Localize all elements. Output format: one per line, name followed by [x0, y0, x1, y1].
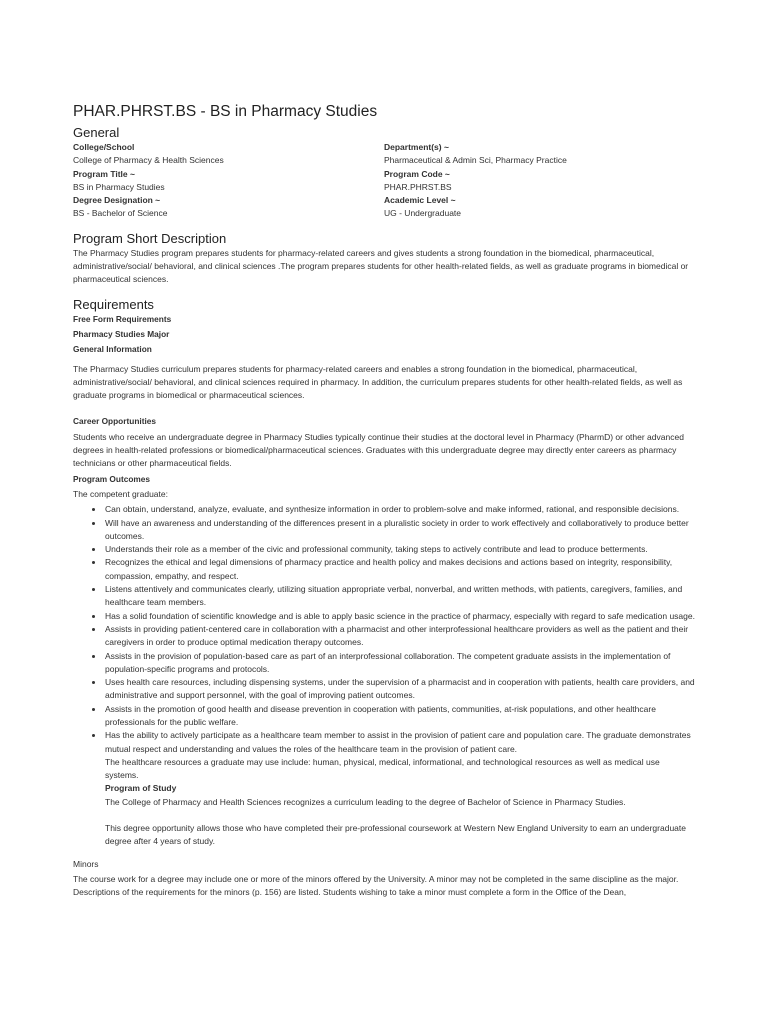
- general-information-heading: General Information: [73, 344, 152, 355]
- list-item: • Will have an awareness and understanding of the differences present in a pluralistic society in order to work effectively and collaboratively to produce better outcomes.: [104, 517, 695, 544]
- program-outcomes-list: [73, 503, 695, 848]
- program-of-study-text: The College of Pharmacy and Health Sciences recognizes a curriculum leading to the degree of Bachelor of Science in Pharmacy Studies.: [105, 796, 626, 807]
- last-outcome-text: • Has the ability to actively participate as a healthcare team member to assist in the provision of patient care and population care. The graduate demonstrates mutual respect and understanding and values the roles of the healthcare team in the provision of patient care.: [105, 730, 691, 754]
- page-title: PHAR.PHRST.BS - BS in Pharmacy Studies: [73, 103, 378, 120]
- list-item: • Assists in providing patient-centered care in collaboration with a pharmacist and other interprofessional healthcare providers as well as the patient and their caregivers in order to produce optimal medication therapy outcomes.: [104, 623, 695, 650]
- list-item: • Can obtain, understand, analyze, evaluate, and synthesize information in order to problem-solve and make informed, rational, and responsible decisions.: [104, 503, 695, 516]
- general-info-grid: [73, 141, 695, 221]
- degree-opportunity-text: This degree opportunity allows those who have completed their pre-professional coursework at Western New England University to earn an undergraduate degree after 4 years of study.: [105, 823, 686, 847]
- minors-text: The course work for a degree may include one or more of the minors offered by the University. A minor may not be completed in the same discipline as the major. Descriptions of the requirements for the minors (p. 156) are listed. Students wishing to take a minor must complete a form in the Office of the Dean,: [73, 873, 679, 898]
- major-heading: Pharmacy Studies Major: [73, 328, 170, 339]
- minors-heading: Minors: [73, 858, 99, 869]
- program-code-value: PHAR.PHRST.BS: [384, 181, 452, 192]
- program-outcomes-heading: Program Outcomes: [73, 473, 150, 484]
- department-value: Pharmaceutical & Admin Sci, Pharmacy Practice: [384, 155, 567, 166]
- department-label: Department(s) ~: [384, 142, 449, 152]
- general-information-text: The Pharmacy Studies curriculum prepares students for pharmacy-related careers and enables a strong foundation in the biomedical, pharmaceutical, administrative/social/ behavioral, and clinical sciences required in pharmacy. In addition, the curriculum prepares students for other health-related fields, as well as graduate programs in biomedical or pharmaceutical sciences.: [73, 363, 683, 401]
- healthcare-resources-text: The healthcare resources a graduate may use include: human, physical, medical, informational, and technological resources as well as medical use systems.: [105, 756, 660, 781]
- academic-level-value: UG - Undergraduate: [384, 208, 462, 219]
- degree-designation-value: BS - Bachelor of Science: [73, 208, 168, 219]
- career-opportunities-text: Students who receive an undergraduate degree in Pharmacy Studies typically continue their studies at the doctoral level in Pharmacy (PharmD) or other advanced degrees in health-related professions or biomedical/pharmaceutical sciences. Graduates with this undergraduate degree may directly enter careers as pharmacy technicians or other pharmaceutical fields.: [73, 431, 684, 469]
- free-form-heading: Free Form Requirements: [73, 313, 172, 324]
- general-left-column: [73, 141, 384, 221]
- list-item-last: [104, 729, 695, 848]
- degree-designation-label: Degree Designation ~: [73, 195, 161, 206]
- short-description-heading: Program Short Description: [73, 230, 227, 246]
- list-item: • Understands their role as a member of the civic and professional community, taking steps to actively contribute and lead to produce betterments.: [104, 543, 695, 556]
- academic-level-label: Academic Level ~: [384, 195, 456, 206]
- general-right-column: [384, 141, 695, 221]
- college-school-value: College of Pharmacy & Health Sciences: [73, 155, 224, 166]
- career-opportunities-heading: Career Opportunities: [73, 416, 156, 427]
- document-content: [73, 102, 695, 900]
- list-item: • Recognizes the ethical and legal dimensions of pharmacy practice and health policy and makes decisions and actions based on integrity, responsibility, compassion, empathy, and respect.: [104, 556, 695, 583]
- program-title-value: BS in Pharmacy Studies: [73, 181, 165, 192]
- program-of-study-heading: Program of Study: [105, 783, 177, 794]
- list-item: • Assists in the provision of population-based care as part of an interprofessional collaboration. The competent graduate assists in the implementation of population-specific programs and protocols.: [104, 650, 695, 677]
- short-description-text: The Pharmacy Studies program prepares students for pharmacy-related careers and gives students a strong foundation in the biomedical, pharmaceutical, administrative/social/ behavioral, and clinical sciences .The program prepares students for other health-related fields, as well as graduate programs in biomedical or pharmaceutical sciences.: [73, 247, 689, 285]
- program-code-label: Program Code ~: [384, 168, 450, 179]
- list-item: • Has a solid foundation of scientific knowledge and is able to apply basic science in the practice of pharmacy, especially with regard to safe medication usage.: [104, 610, 695, 623]
- program-outcomes-intro: The competent graduate:: [73, 488, 168, 499]
- list-item: • Listens attentively and communicates clearly, utilizing situation appropriate verbal, nonverbal, and written methods, with patients, caregivers, families, and healthcare team members.: [104, 583, 695, 610]
- general-heading: General: [73, 125, 120, 140]
- program-title-label: Program Title ~: [73, 168, 135, 179]
- college-school-label: College/School: [73, 142, 135, 152]
- list-item: • Assists in the promotion of good health and disease prevention in cooperation with patients, communities, at-risk populations, and other healthcare professionals for the public welfare.: [104, 703, 695, 730]
- requirements-heading: Requirements: [73, 296, 154, 312]
- list-item: • Uses health care resources, including dispensing systems, under the supervision of a pharmacist and in cooperation with patients, health care providers, and administrative and support personnel, with the goal of improving patient outcomes.: [104, 676, 695, 703]
